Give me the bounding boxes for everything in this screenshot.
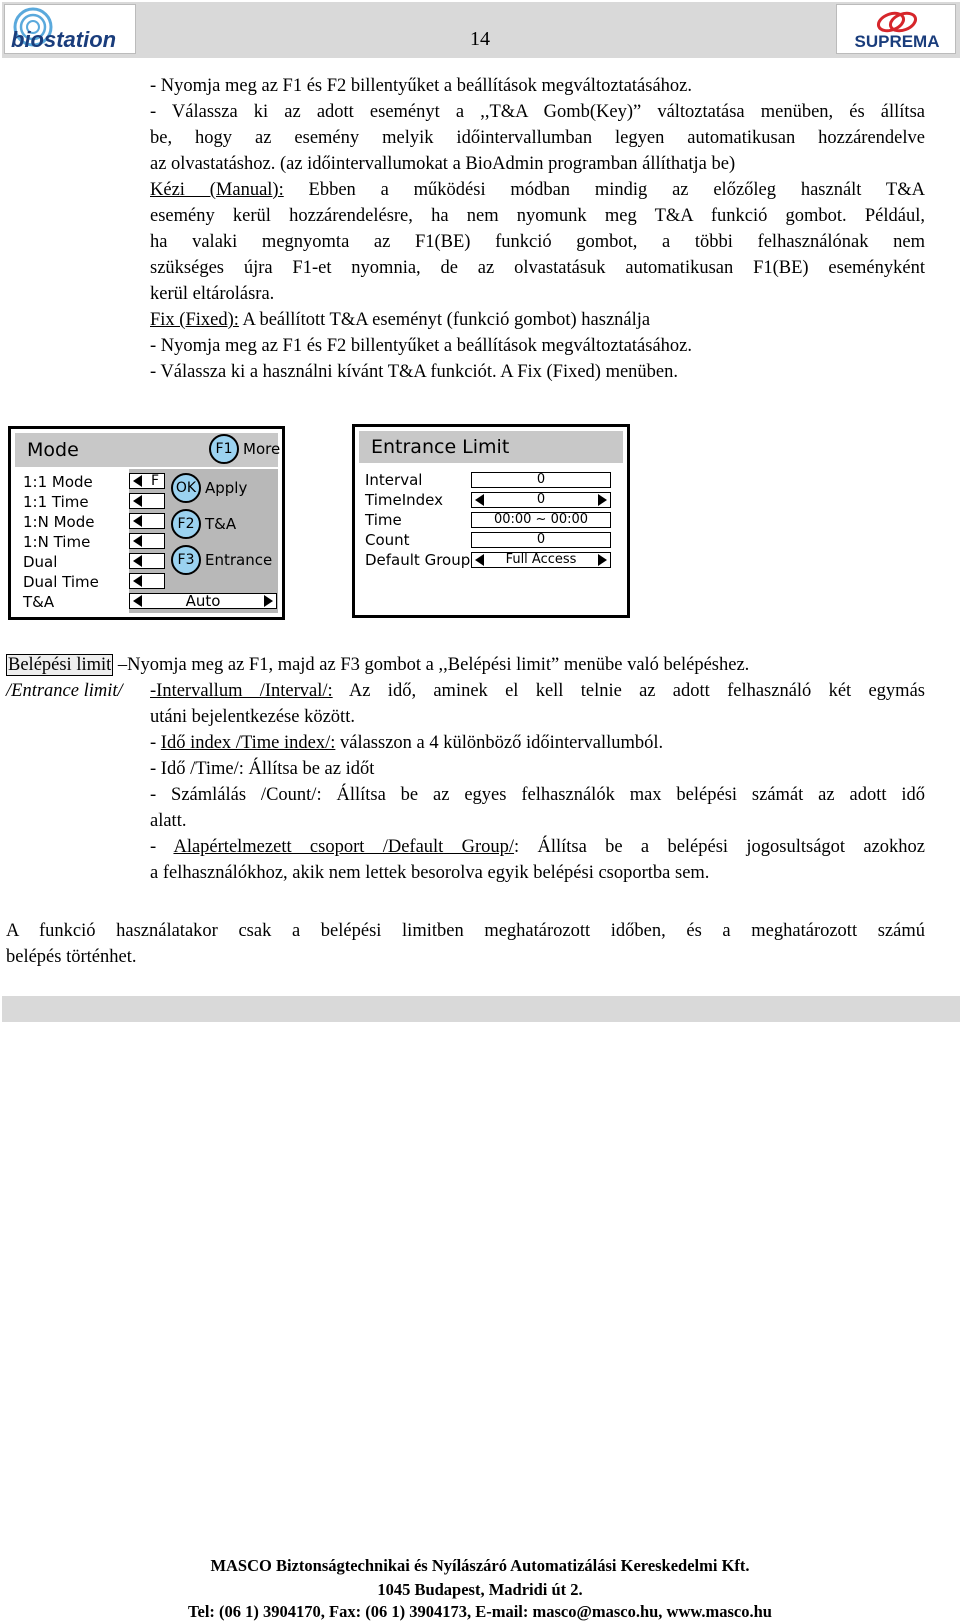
text-line: kerül eltárolásra. bbox=[150, 284, 275, 304]
left-arrow-icon bbox=[475, 554, 484, 566]
entrance-limit-screen bbox=[352, 424, 630, 618]
text-line: - Nyomja meg az F1 és F2 billentyűket a beállítások megváltoztatásához. bbox=[150, 76, 693, 96]
f2-key-label: T&A bbox=[205, 515, 237, 533]
fixed-label: Fix (Fixed): bbox=[150, 310, 239, 330]
text-line bbox=[150, 834, 925, 861]
footer-contact: Tel: (06 1) 3904170, Fax: (06 1) 3904173, E-mail: masco@masco.hu, www.masco.hu bbox=[188, 1602, 772, 1621]
text-line bbox=[150, 307, 650, 334]
mode-item: Dual bbox=[23, 553, 58, 571]
limit-label: Time bbox=[365, 511, 402, 529]
text-line: A funkció használatakor csak a belépési limitben meghatározott időben, és a meghatározott számú bbox=[6, 921, 925, 941]
f3-key-label: Entrance bbox=[205, 551, 273, 569]
mode-screen-title: Mode bbox=[15, 433, 278, 467]
mode-item: 1:1 Mode bbox=[23, 473, 93, 491]
mode-screen bbox=[8, 426, 285, 620]
ok-key-icon: OK bbox=[171, 473, 201, 503]
left-arrow-icon bbox=[133, 555, 142, 567]
left-arrow-icon bbox=[475, 494, 484, 506]
limit-label: TimeIndex bbox=[365, 491, 444, 509]
interval-desc: Az idő, aminek el kell telnie az adott felhasználó két egymás bbox=[332, 681, 925, 701]
entrance-limit-title: Entrance Limit bbox=[359, 431, 623, 463]
text-line: belépés történhet. bbox=[6, 947, 137, 967]
mode-item: T&A bbox=[23, 593, 55, 611]
timeindex-value: 0 bbox=[471, 492, 611, 508]
left-arrow-icon bbox=[133, 575, 142, 587]
text-line: - Nyomja meg az F1 és F2 billentyűket a beállítások megváltoztatásához. bbox=[150, 336, 693, 356]
mode-item: 1:1 Time bbox=[23, 493, 89, 511]
text-line: alatt. bbox=[150, 811, 187, 831]
text-line bbox=[150, 678, 925, 705]
left-arrow-icon bbox=[133, 535, 142, 547]
suprema-logo-text: SUPREMA bbox=[854, 32, 940, 51]
section-divider-bar bbox=[2, 996, 960, 1022]
manual-text: Ebben a működési módban mindig az előzőleg használt T&A bbox=[283, 180, 925, 200]
text-line: a felhasználókhoz, akik nem lettek besorolva egyik belépési csoportba sem. bbox=[150, 863, 710, 883]
text-line: - Idő /Time/: Állítsa be az időt bbox=[150, 759, 375, 779]
time-index-desc: válasszon a 4 különböző időintervallumból. bbox=[335, 733, 664, 753]
default-group-desc: : Állítsa be a belépési jogosultságot azokhoz bbox=[514, 837, 926, 857]
ta-mode-value: Auto bbox=[129, 593, 277, 609]
f2-key-icon: F2 bbox=[171, 509, 201, 539]
biostation-logo-graphic bbox=[5, 5, 136, 54]
time-index-term: Idő index /Time index/: bbox=[160, 733, 336, 753]
fixed-text: A beállított T&A eseményt (funkció gombot) használja bbox=[238, 310, 651, 330]
text-line: - Válassza ki az adott eseményt a ,,T&A Gomb(Key)” változtatása menüben, és állítsa bbox=[150, 102, 925, 122]
f3-key-icon: F3 bbox=[171, 545, 201, 575]
time-value: 00:00 ~ 00:00 bbox=[471, 512, 611, 528]
text-line bbox=[150, 730, 663, 757]
mode-item: Dual Time bbox=[23, 573, 99, 591]
text-line bbox=[6, 652, 749, 679]
limit-label: Default Group bbox=[365, 551, 471, 569]
ok-key-label: Apply bbox=[205, 479, 248, 497]
mode-item: 1:N Mode bbox=[23, 513, 95, 531]
text-line: esemény kerül hozzárendelésre, ha nem nyomunk meg T&A funkció gombot. Például, bbox=[150, 206, 925, 226]
limit-label: Count bbox=[365, 531, 410, 549]
left-arrow-icon bbox=[133, 475, 142, 487]
text-line: utáni bejelentkezése között. bbox=[150, 707, 355, 727]
mode-value-partial: F bbox=[151, 473, 160, 489]
biostation-logo bbox=[4, 4, 136, 54]
suprema-logo-graphic bbox=[837, 5, 956, 54]
text-line bbox=[150, 177, 925, 204]
left-arrow-icon bbox=[133, 595, 142, 607]
count-value: 0 bbox=[471, 532, 611, 548]
left-arrow-icon bbox=[133, 515, 142, 527]
mode-item: 1:N Time bbox=[23, 533, 91, 551]
right-arrow-icon bbox=[264, 595, 273, 607]
text-line: ha valaki megnyomta az F1(BE) funkció gombot, a többi felhasználónak nem bbox=[150, 232, 925, 252]
text-line: - Számlálás /Count/: Állítsa be az egyes felhasználók max belépési számát az adott idő bbox=[150, 785, 925, 805]
interval-value: 0 bbox=[471, 472, 611, 488]
interval-term: -Intervallum /Interval/: bbox=[150, 681, 333, 701]
text-line: - Válassza ki a használni kívánt T&A funkciót. A Fix (Fixed) menüben. bbox=[150, 362, 679, 382]
text-line: szükséges újra F1-et nyomnia, de az olvastatásuk automatikusan F1(BE) eseményként bbox=[150, 258, 925, 278]
footer-company: MASCO Biztonságtechnikai és Nyílászáró Automatizálási Kereskedelmi Kft. bbox=[210, 1556, 750, 1575]
page-number: 14 bbox=[470, 28, 490, 50]
left-arrow-icon bbox=[133, 495, 142, 507]
text-line: az olvastatáshoz. (az időintervallumokat a BioAdmin programban állíthatja be) bbox=[150, 154, 736, 174]
right-arrow-icon bbox=[598, 494, 607, 506]
text-line: be, hogy az esemény melyik időintervallumban legyen automatikusan hozzárendelve bbox=[150, 128, 925, 148]
suprema-logo bbox=[836, 4, 956, 54]
entrance-limit-label: /Entrance limit/ bbox=[6, 681, 123, 701]
default-group-term: Alapértelmezett csoport /Default Group/ bbox=[173, 837, 515, 857]
f1-key-label: More bbox=[243, 440, 281, 458]
default-group-value: Full Access bbox=[471, 552, 611, 568]
bullet: - bbox=[150, 733, 161, 753]
f1-key-icon: F1 bbox=[209, 434, 239, 464]
right-arrow-icon bbox=[598, 554, 607, 566]
bullet: - bbox=[150, 837, 174, 857]
biostation-logo-text: biostation bbox=[11, 27, 117, 52]
manual-label: Kézi (Manual): bbox=[150, 180, 284, 200]
limit-label: Interval bbox=[365, 471, 423, 489]
belepesi-limit-label: Belépési limit bbox=[8, 655, 112, 675]
footer-address: 1045 Budapest, Madridi út 2. bbox=[377, 1580, 583, 1599]
section-intro: –Nyomja meg az F1, majd az F3 gombot a ,,Belépési limit” menübe való belépéshez. bbox=[113, 655, 750, 675]
